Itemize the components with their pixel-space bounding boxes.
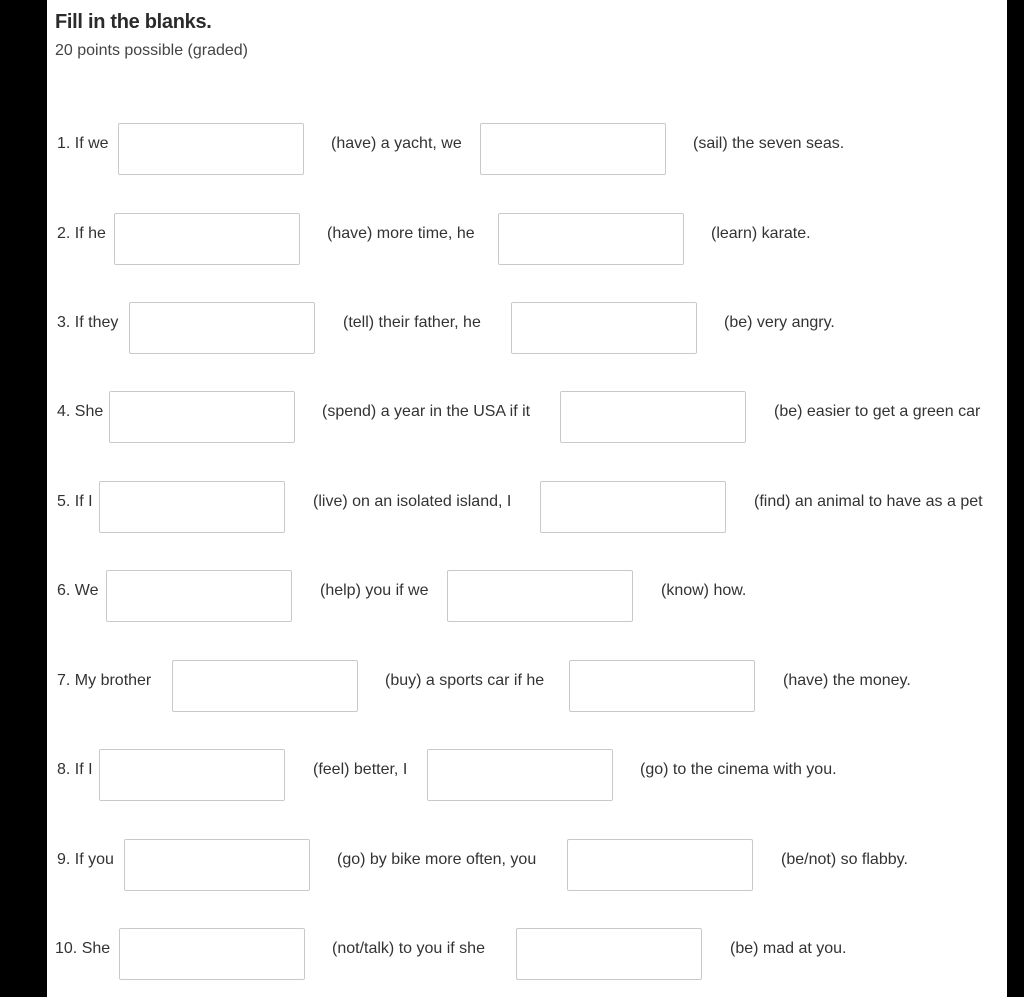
question-2-prefix: 2. If he [57, 225, 106, 242]
points-label: 20 points possible (graded) [55, 42, 249, 59]
problem-title: Fill in the blanks. [55, 11, 212, 33]
question-5-blank-1[interactable] [99, 481, 285, 533]
question-4-middle: (spend) a year in the USA if it [322, 403, 531, 420]
question-10-prefix: 10. She [55, 940, 111, 957]
question-3 [47, 302, 1007, 358]
question-8-blank-2[interactable] [427, 749, 613, 801]
question-4-suffix: (be) easier to get a green car [774, 403, 981, 420]
question-4-prefix: 4. She [57, 403, 104, 420]
question-1-suffix: (sail) the seven seas. [693, 135, 845, 152]
question-9-blank-1[interactable] [124, 839, 310, 891]
problem-panel [47, 0, 1007, 997]
question-2-blank-2[interactable] [498, 213, 684, 265]
question-6-middle: (help) you if we [320, 582, 429, 599]
question-5-prefix: 5. If I [57, 493, 93, 510]
question-3-prefix: 3. If they [57, 314, 119, 331]
question-10-middle: (not/talk) to you if she [332, 940, 485, 957]
question-2 [47, 213, 1007, 269]
question-7-blank-2[interactable] [569, 660, 755, 712]
question-7-blank-1[interactable] [172, 660, 358, 712]
question-9-prefix: 9. If you [57, 851, 114, 868]
question-6-blank-1[interactable] [106, 570, 292, 622]
question-3-suffix: (be) very angry. [724, 314, 835, 331]
question-1-prefix: 1. If we [57, 135, 109, 152]
question-10-suffix: (be) mad at you. [730, 940, 847, 957]
question-1-middle: (have) a yacht, we [331, 135, 462, 152]
question-7 [47, 660, 1007, 716]
question-1 [47, 123, 1007, 179]
question-5-suffix: (find) an animal to have as a pet [754, 493, 983, 510]
question-8-middle: (feel) better, I [313, 761, 408, 778]
question-7-prefix: 7. My brother [57, 672, 152, 689]
question-8-prefix: 8. If I [57, 761, 93, 778]
right-border [1007, 0, 1024, 997]
question-2-middle: (have) more time, he [327, 225, 475, 242]
question-10 [47, 928, 1007, 984]
question-8-suffix: (go) to the cinema with you. [640, 761, 837, 778]
question-5 [47, 481, 1007, 537]
question-1-blank-2[interactable] [480, 123, 666, 175]
question-3-middle: (tell) their father, he [343, 314, 481, 331]
question-9-blank-2[interactable] [567, 839, 753, 891]
question-7-suffix: (have) the money. [783, 672, 911, 689]
question-9 [47, 839, 1007, 895]
question-9-middle: (go) by bike more often, you [337, 851, 537, 868]
question-6-prefix: 6. We [57, 582, 99, 599]
question-3-blank-1[interactable] [129, 302, 315, 354]
question-5-blank-2[interactable] [540, 481, 726, 533]
question-9-suffix: (be/not) so flabby. [781, 851, 908, 868]
question-10-blank-2[interactable] [516, 928, 702, 980]
question-4-blank-1[interactable] [109, 391, 295, 443]
question-2-blank-1[interactable] [114, 213, 300, 265]
question-5-middle: (live) on an isolated island, I [313, 493, 512, 510]
question-10-blank-1[interactable] [119, 928, 305, 980]
question-3-blank-2[interactable] [511, 302, 697, 354]
question-4 [47, 391, 1007, 447]
question-2-suffix: (learn) karate. [711, 225, 811, 242]
question-6-suffix: (know) how. [661, 582, 747, 599]
question-6-blank-2[interactable] [447, 570, 633, 622]
question-6 [47, 570, 1007, 626]
question-8 [47, 749, 1007, 805]
question-1-blank-1[interactable] [118, 123, 304, 175]
question-4-blank-2[interactable] [560, 391, 746, 443]
question-8-blank-1[interactable] [99, 749, 285, 801]
question-7-middle: (buy) a sports car if he [385, 672, 545, 689]
